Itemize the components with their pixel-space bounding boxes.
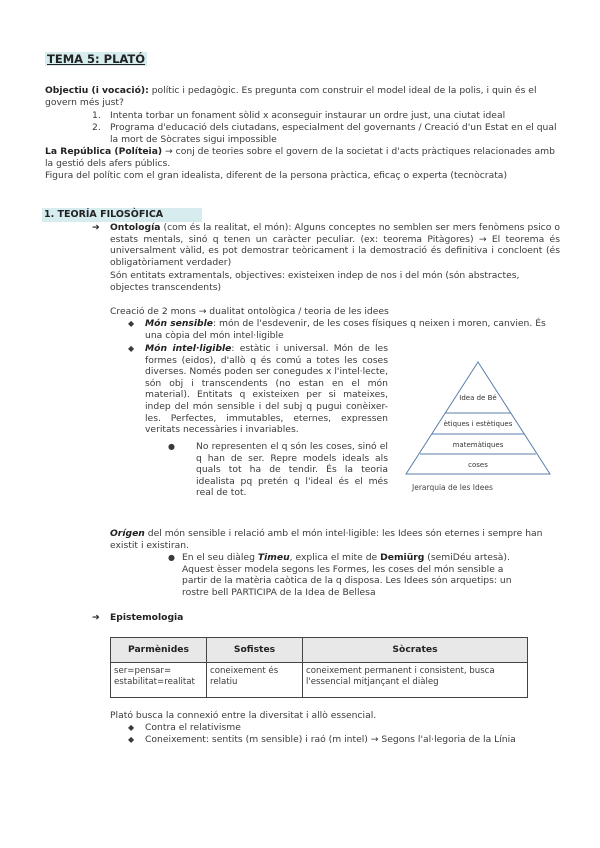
contra-text: Contra el relativisme bbox=[145, 722, 241, 733]
objectiu-text: polític i pedagògic. Es pregunta com construir el model ideal de la polis, i quin és el govern més just? bbox=[45, 85, 537, 108]
objectiu-item-2: Programa d'educació dels ciutadans, especialment del governants / Creació d'un Estat en el qual la mort de Sòcrates sigui impossible bbox=[110, 122, 557, 145]
epistemologia-heading: Epistemologia bbox=[110, 612, 184, 623]
bullet-diamond-icon: ◆ bbox=[128, 344, 135, 353]
table-cell: coneixement és relatiu bbox=[207, 663, 303, 698]
demiurg-term: Demiürg bbox=[380, 552, 425, 563]
table-cell: coneixement permanent i consistent, busca l'essencial mitjançant el diàleg bbox=[303, 663, 528, 698]
bullet-dot-icon: ● bbox=[168, 442, 175, 451]
bullet-dot-icon: ● bbox=[168, 553, 175, 562]
ontologia-paragraph bbox=[110, 222, 560, 268]
section-heading: 1. TEORÍA FILOSÒFICA bbox=[42, 208, 202, 222]
bullet-diamond-icon: ◆ bbox=[128, 723, 135, 732]
plato-busca-text: Plató busca la connexió entre la diversitat i allò essencial. bbox=[110, 710, 377, 721]
timeu-title: Timeu bbox=[257, 552, 290, 563]
pyramid-level-3: matemàtiques bbox=[452, 441, 504, 449]
mon-intel-text: : estàtic i universal. Món de les formes (eidos), d'allò q és comú a totes les coses diverses. Només poden ser conegudes x l'intel·lecte, són obj i transcendents (no estan en el món material). Entitats q existeixen per si mateixes, indep del món sensible i del subj q pugui conèixer-les. Perfectes, immutables, eternes, expressen veritats necessàries i invariables. bbox=[145, 343, 388, 436]
arrow-icon: ➔ bbox=[92, 222, 100, 233]
list-number-2: 2. bbox=[92, 122, 101, 133]
table-row bbox=[111, 663, 528, 698]
pyramid-diagram bbox=[398, 356, 558, 496]
origen-text: del món sensible i relació amb el món intel·ligible: les Idees són eternes i sempre han existit i existiran. bbox=[110, 528, 543, 551]
creacio-text: Creació de 2 mons → dualitat ontològica / teoria de les idees bbox=[110, 306, 389, 317]
table-cell: ser=pensar= estabilitat=realitat bbox=[111, 663, 207, 698]
arrow-icon: ➔ bbox=[92, 612, 100, 623]
ontologia-text: (com és la realitat, el món): Alguns conceptes no semblen ser mers fenòmens psico o estats mentals, sinó q tenen un caràcter peculiar. (ex: teorema Pitàgores) → El teorema és universalment vàlid, es pot demostrar teòricament i la demostració és definitiva i concloent (és obligatòriament verdader) bbox=[110, 222, 560, 268]
ontologia-label: Ontología bbox=[110, 222, 161, 233]
bullet-diamond-icon: ◆ bbox=[128, 735, 135, 744]
mon-intel-label: Món intel·ligible bbox=[145, 343, 232, 354]
list-number-1: 1. bbox=[92, 110, 101, 121]
table-header: Parmènides bbox=[111, 638, 207, 663]
objectiu-label: Objectiu (i vocació): bbox=[45, 85, 149, 96]
mon-sensible-text: : món de l'esdevenir, de les coses físiques q neixen i moren, canvien. És una còpia del món intel·ligible bbox=[145, 318, 546, 341]
republica-paragraph bbox=[45, 146, 561, 169]
pyramid-level-4: coses bbox=[468, 461, 488, 469]
republica-text-2: Figura del polític com el gran idealista, diferent de la persona pràctica, eficaç o experta (tecnòcrata) bbox=[45, 170, 508, 181]
objectiu-paragraph bbox=[45, 85, 561, 108]
mon-sensible-paragraph bbox=[145, 318, 560, 341]
republica-label: La República (Políteia) bbox=[45, 146, 163, 157]
table-header: Sofistes bbox=[207, 638, 303, 663]
pyramid-level-2: ètiques i estètiques bbox=[443, 420, 513, 428]
timeu-post: (semiDéu artesà). Aquest èsser modela segons les Formes, les coses del món sensible a partir de la matèria caòtica de la q disposa. Les Idees són arquetips: un rostre bell PARTICIPA de la Idea de Bellesa bbox=[182, 552, 512, 598]
table-header: Sòcrates bbox=[303, 638, 528, 663]
no-representen-text: No representen el q són les coses, sinó el q han de ser. Repre models ideals als quals tot ha de tendir. És la teoria idealista pq pretén q l'ideal és el més real de tot. bbox=[196, 441, 388, 499]
origen-label: Orígen bbox=[110, 528, 145, 539]
pyramid-level-1: Idea de Bé bbox=[459, 394, 497, 402]
coneixement-text: Coneixement: sentits (m sensible) i raó (m intel) → Segons l'al·legoria de la Línia bbox=[145, 734, 516, 745]
objectiu-item-1: Intenta torbar un fonament sòlid x aconseguir instaurar un ordre just, una ciutat ideal bbox=[110, 110, 506, 121]
ontologia-text-2: Són entitats extramentals, objectives: existeixen indep de nos i del món (són abstractes, objectes transcendents) bbox=[110, 270, 520, 293]
republica-text: → conj de teories sobre el govern de la societat i d'acts pràctiques relacionades amb la gestió dels afers públics. bbox=[45, 146, 555, 169]
table-header-row bbox=[111, 638, 528, 663]
origen-paragraph bbox=[110, 528, 560, 551]
pyramid-outline bbox=[406, 362, 550, 474]
timeu-pre: En el seu diàleg bbox=[182, 552, 258, 563]
comparison-table bbox=[110, 637, 528, 698]
mon-sensible-label: Món sensible bbox=[145, 318, 214, 329]
timeu-paragraph bbox=[182, 552, 512, 598]
page-title: TEMA 5: PLATÓ bbox=[47, 52, 146, 66]
bullet-diamond-icon: ◆ bbox=[128, 319, 135, 328]
pyramid-caption: Jerarquia de les Idees bbox=[412, 483, 493, 492]
timeu-mid: , explica el mite de bbox=[289, 552, 381, 563]
